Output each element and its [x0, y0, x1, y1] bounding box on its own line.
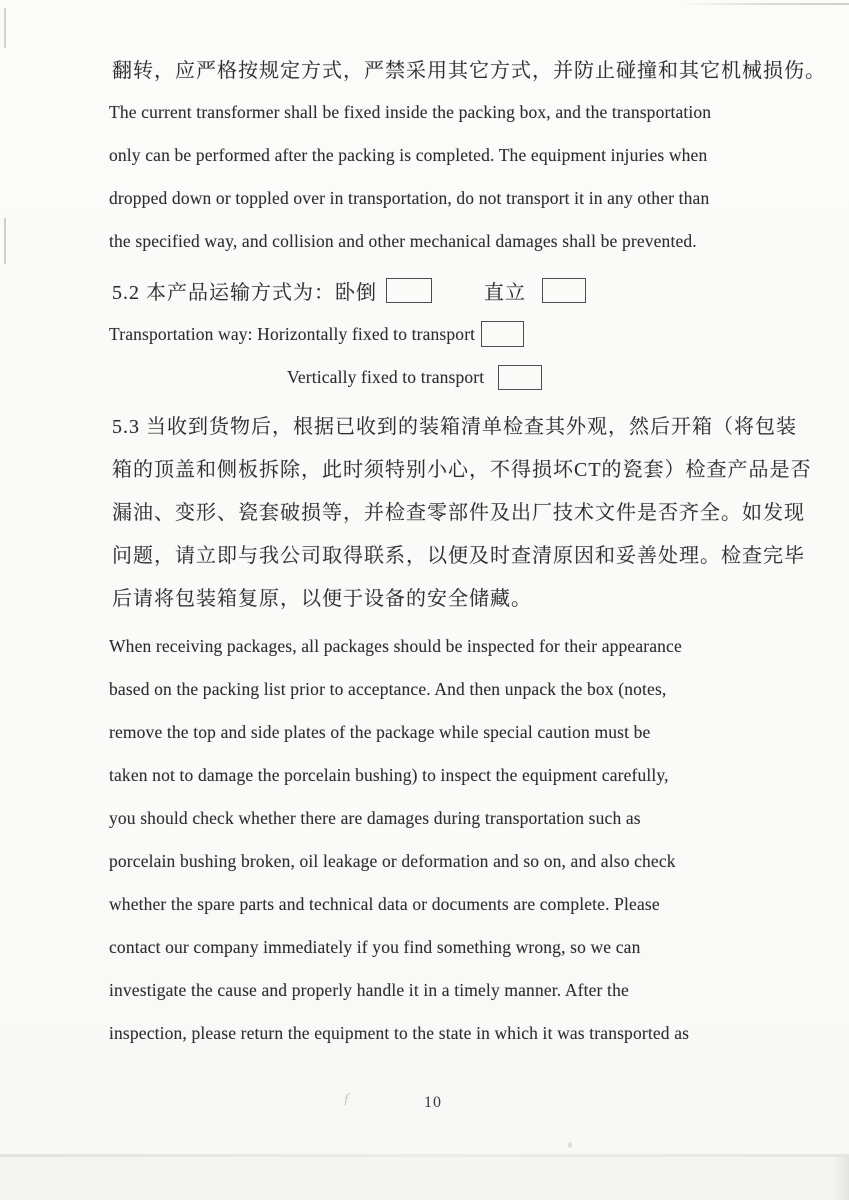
scan-artifact-footer-smudge: ƒ	[343, 1091, 351, 1107]
paragraph-5-3-en-line: based on the packing list prior to acceptance. And then unpack the box (notes,	[109, 679, 667, 699]
scan-artifact-bottom-fold-line	[0, 1154, 849, 1157]
paragraph-5-3-zh-line: 后请将包装箱复原，以便于设备的安全储藏。	[112, 588, 532, 610]
paragraph-5-3-en-line: whether the spare parts and technical data or documents are complete. Please	[109, 894, 660, 914]
paragraph-5-3-zh-line: 漏油、变形、瓷套破损等，并检查零部件及出厂技术文件是否齐全。如发现	[112, 502, 805, 524]
upright-label: 直立	[484, 282, 526, 304]
paragraph-5-3-zh-line: 5.3 当收到货物后，根据已收到的装箱清单检查其外观，然后开箱（将包装	[112, 416, 797, 438]
scan-artifact-top-right-line	[679, 3, 849, 5]
checkbox-vertical-transport	[498, 365, 542, 390]
checkbox-horizontal-transport	[481, 321, 524, 347]
paragraph-5-3-en-line: you should check whether there are damages during transportation such as	[109, 808, 641, 828]
scan-artifact-bottom-band	[0, 1157, 849, 1200]
section-5-2-heading-row	[112, 276, 586, 305]
paragraph-5-3-zh-line: 问题，请立即与我公司取得联系，以便及时查清原因和妥善处理。检查完毕	[112, 545, 805, 567]
checkbox-upright	[542, 278, 586, 303]
paragraph-5-3-en-line: When receiving packages, all packages should be inspected for their appearance	[109, 636, 682, 656]
paragraph-5-3-en-line: contact our company immediately if you find something wrong, so we can	[109, 937, 641, 957]
paragraph-5-1-en-line: only can be performed after the packing is completed. The equipment injuries when	[109, 145, 708, 165]
checkbox-lying-down	[386, 278, 432, 303]
paragraph-5-1-en-line: the specified way, and collision and other mechanical damages shall be prevented.	[109, 231, 697, 251]
paragraph-5-3-en-line: taken not to damage the porcelain bushing) to inspect the equipment carefully,	[109, 765, 669, 785]
scan-artifact-bottom-right-corner	[834, 1157, 849, 1200]
paragraph-5-3-en-line: porcelain bushing broken, oil leakage or deformation and so on, and also check	[109, 851, 676, 871]
transportation-way-vertical-row	[287, 365, 542, 390]
paragraph-5-3-en-line: remove the top and side plates of the package while special caution must be	[109, 722, 651, 742]
page-number: 10	[424, 1094, 442, 1111]
section-5-2-label: 5.2 本产品运输方式为：卧倒	[112, 282, 377, 304]
paragraph-5-1-zh-tail: 翻转，应严格按规定方式，严禁采用其它方式，并防止碰撞和其它机械损伤。	[112, 60, 826, 82]
transportation-way-horizontal-label: Transportation way: Horizontally fixed to transport	[109, 323, 476, 344]
transportation-way-vertical-label: Vertically fixed to transport	[287, 367, 485, 387]
scan-artifact-smudge	[568, 1142, 572, 1148]
paragraph-5-3-zh-line: 箱的顶盖和侧板拆除，此时须特别小心，不得损坏CT的瓷套）检查产品是否	[112, 459, 812, 481]
scan-artifact-left-edge-mid	[4, 218, 6, 264]
paragraph-5-3-en-line: inspection, please return the equipment to the state in which it was transported as	[109, 1023, 690, 1043]
scan-artifact-left-edge-top	[4, 8, 6, 48]
paragraph-5-1-en-line: The current transformer shall be fixed inside the packing box, and the transportation	[109, 102, 712, 122]
paragraph-5-3-en-line: investigate the cause and properly handle it in a timely manner. After the	[109, 980, 629, 1000]
paragraph-5-1-en-line: dropped down or toppled over in transportation, do not transport it in any other than	[109, 188, 710, 208]
transportation-way-horizontal-row	[109, 321, 524, 347]
